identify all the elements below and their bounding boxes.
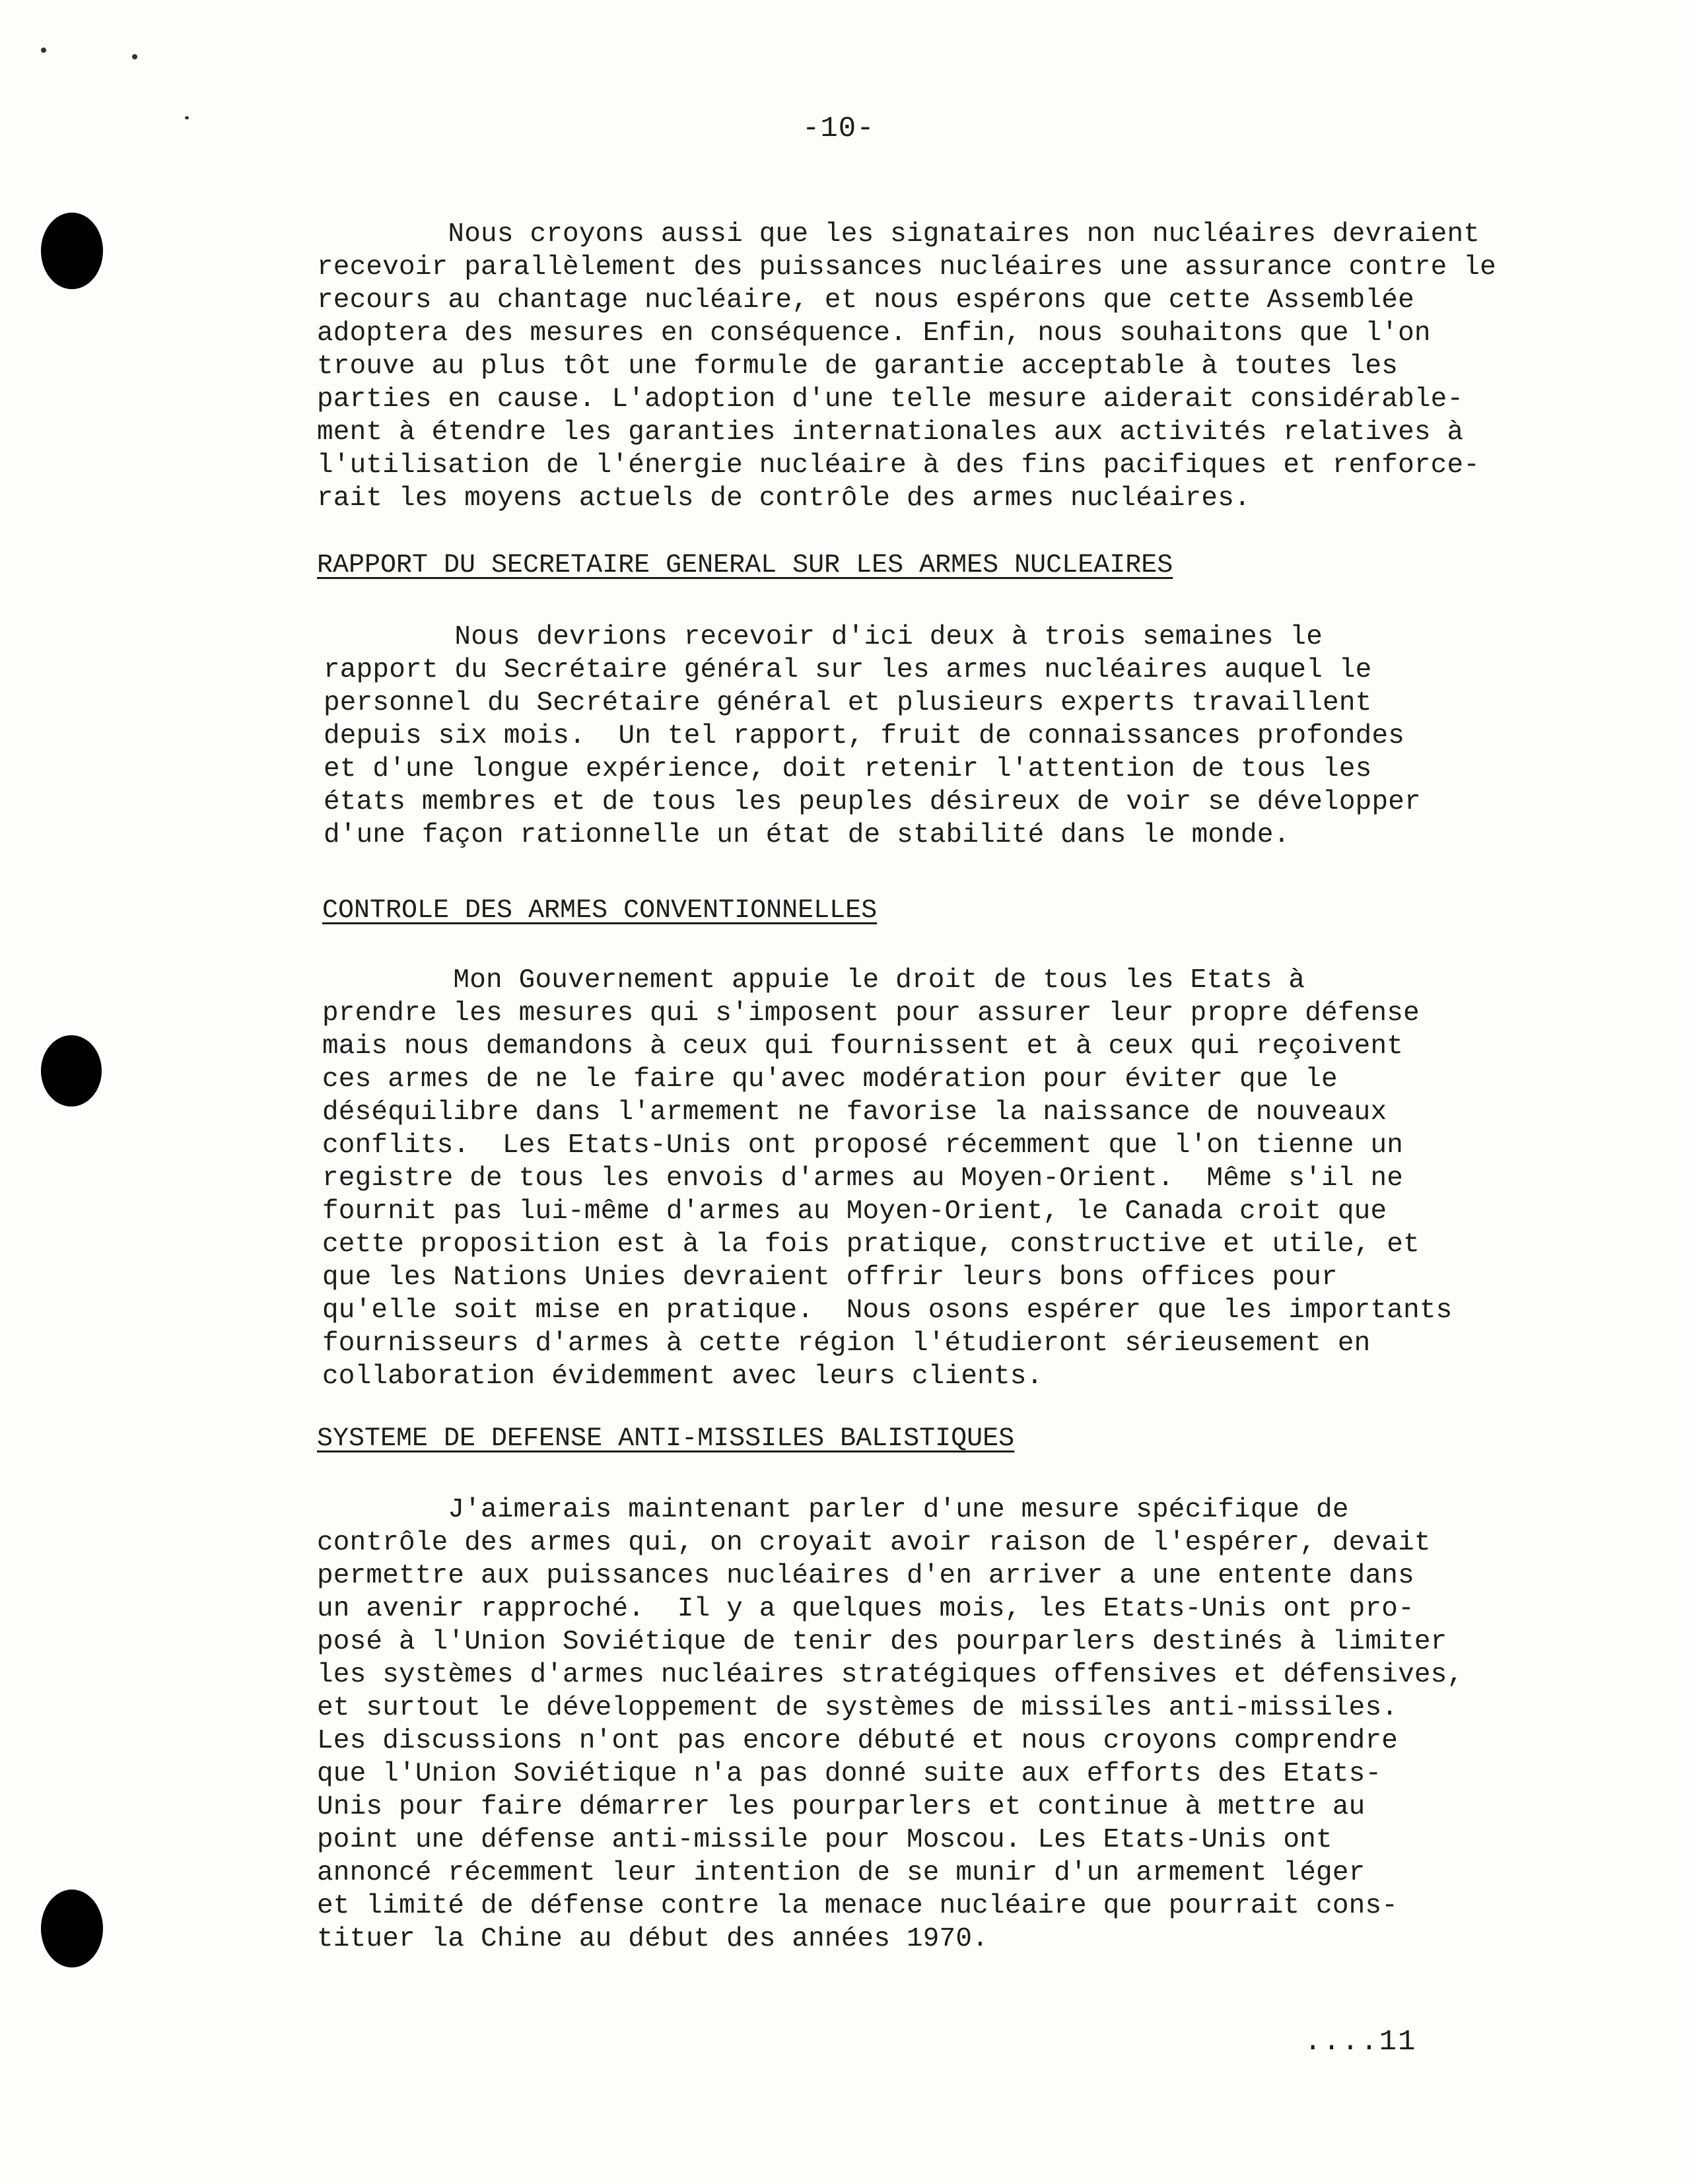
binder-hole [41,213,103,289]
continuation-marker: ....11 [1304,2026,1417,2059]
section-heading: CONTROLE DES ARMES CONVENTIONNELLES [322,896,878,926]
binder-hole [41,1890,103,1967]
paragraph: J'aimerais maintenant parler d'une mesure spécifique de contrôle des armes qui, on croyait avoir raison de l'espérer, devait permettre aux puissances nucléaires d'en arriver a une entente dans un avenir rapproché. Il y a quelques mois, les Etats-Unis ont pro- posé à l'Union Soviétique de tenir des pourparlers destinés à limiter les systèmes d'armes nucléaires stratégiques offensives et défensives, et surtout le développement de systèmes de missiles anti-missiles. Les discussions n'ont pas encore débuté et nous croyons comprendre que l'Union Soviétique n'a pas donné suite aux efforts des Etats- Unis pour faire démarrer les pourparlers et continue à mettre au point une défense anti-missile pour Moscou. Les Etats-Unis ont annoncé récemment leur intention de se munir d'un armement léger et limité de défense contre la menace nucléaire que pourrait cons- tituer la Chine au début des années 1970. [317,1495,1464,1954]
scan-speck [41,48,46,53]
page-number: -10- [802,112,875,145]
paragraph: Mon Gouvernement appuie le droit de tous les Etats à prendre les mesures qui s'imposent pour assurer leur propre défense mais nous demandons à ceux qui fournissent et à ceux qui reçoivent ces armes de ne le faire qu'avec modération pour éviter que le déséquilibre dans l'armement ne favorise la naissance de nouveaux conflits. Les Etats-Unis ont proposé récemment que l'on tienne un registre de tous les envois d'armes au Moyen-Orient. Même s'il ne fournit pas lui-même d'armes au Moyen-Orient, le Canada croit que cette proposition est à la fois pratique, constructive et utile, et que les Nations Unies devraient offrir leurs bons offices pour qu'elle soit mise en pratique. Nous osons espérer que les importants fournisseurs d'armes à cette région l'étudieront sérieusement en collaboration évidemment avec leurs clients. [322,965,1453,1392]
section-heading: SYSTEME DE DEFENSE ANTI-MISSILES BALISTIQUES [317,1424,1015,1454]
section-heading: RAPPORT DU SECRETAIRE GENERAL SUR LES ARMES NUCLEAIRES [317,551,1173,580]
scan-speck [132,54,137,59]
paragraph: Nous devrions recevoir d'ici deux à trois semaines le rapport du Secrétaire général sur les armes nucléaires auquel le personnel du Secrétaire général et plusieurs experts travaillent depuis six mois. Un tel rapport, fruit de connaissances profondes et d'une longue expérience, doit retenir l'attention de tous les états membres et de tous les peuples désireux de voir se développer d'une façon rationnelle un état de stabilité dans le monde. [324,622,1421,850]
scan-speck [185,116,189,119]
paragraph: Nous croyons aussi que les signataires non nucléaires devraient recevoir parallèlement des puissances nucléaires une assurance contre le recours au chantage nucléaire, et nous espérons que cette Assemblée adoptera des mesures en conséquence. Enfin, nous souhaitons que l'on trouve au plus tôt une formule de garantie acceptable à toutes les parties en cause. L'adoption d'une telle mesure aiderait considérable- ment à étendre les garanties internationales aux activités relatives à l'utilisation de l'énergie nucléaire à des fins pacifiques et renforce- rait les moyens actuels de contrôle des armes nucléaires. [317,219,1496,514]
binder-hole [41,1035,102,1107]
